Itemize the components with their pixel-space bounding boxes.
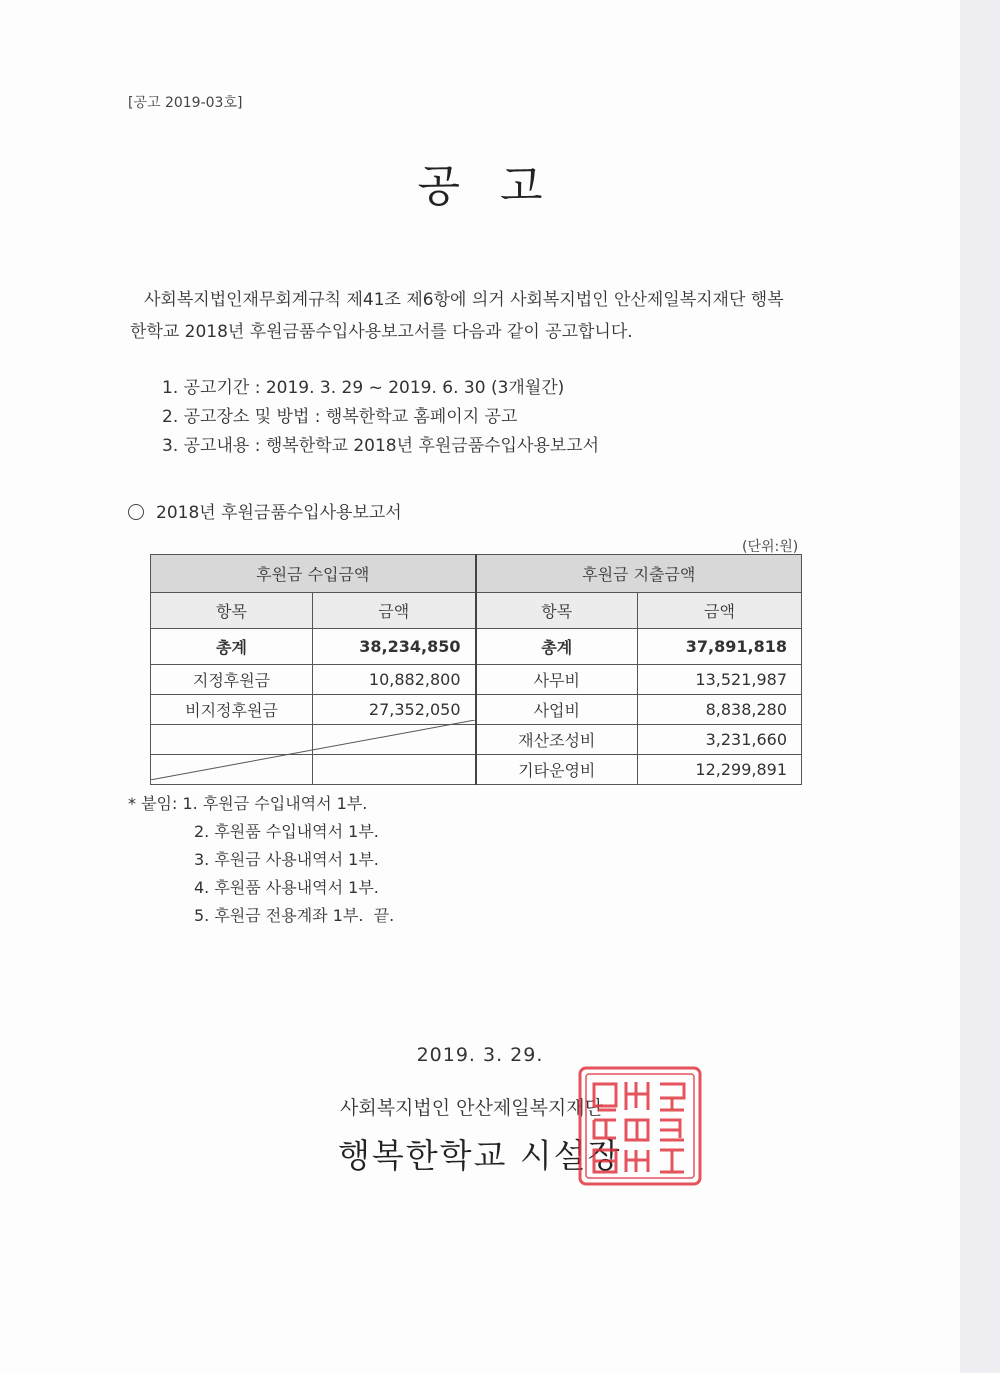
expense-amount-header: 금액 xyxy=(638,593,802,629)
attachments xyxy=(128,790,394,930)
intro-line-1: 사회복지법인재무회계규칙 제41조 제6항에 의거 사회복지법인 안산제일복지재단 행복 xyxy=(144,290,784,310)
expense-item-header: 항목 xyxy=(476,593,638,629)
income-header: 후원금 수입금액 xyxy=(151,555,476,593)
unit-label: (단위:원) xyxy=(742,539,799,555)
empty-cell xyxy=(313,725,476,755)
attachment-item: 2. 후원품 수입내역서 1부. xyxy=(194,822,379,841)
expense-item-label: 재산조성비 xyxy=(476,725,638,755)
expense-header: 후원금 지출금액 xyxy=(476,555,802,593)
table-subheader-row xyxy=(151,593,802,629)
notice-number: [공고 2019-03호] xyxy=(128,95,243,111)
table-row xyxy=(151,695,802,725)
notice-items xyxy=(162,374,599,461)
notice-item-place: 2. 공고장소 및 방법 : 행복한학교 홈페이지 공고 xyxy=(162,407,518,427)
donation-report-table xyxy=(150,554,802,785)
expense-item-amount: 12,299,891 xyxy=(638,755,802,785)
expense-item-amount: 3,231,660 xyxy=(638,725,802,755)
income-item-amount: 10,882,800 xyxy=(313,665,476,695)
table-header-row xyxy=(151,555,802,593)
expense-total-label: 총계 xyxy=(476,629,638,665)
attachment-item: 3. 후원금 사용내역서 1부. xyxy=(194,850,379,869)
attachment-prefix: * 붙임: xyxy=(128,794,178,813)
empty-cell xyxy=(313,755,476,785)
income-total-label: 총계 xyxy=(151,629,313,665)
section-title: 2018년 후원금품수입사용보고서 xyxy=(156,503,402,523)
notice-item-content: 3. 공고내용 : 행복한학교 2018년 후원금품수입사용보고서 xyxy=(162,436,600,456)
document-title: 공고 xyxy=(417,161,583,212)
circle-bullet-icon xyxy=(128,504,144,520)
document-date: 2019. 3. 29. xyxy=(416,1044,544,1066)
official-seal-stamp xyxy=(576,1064,704,1188)
attachment-item: 1. 후원금 수입내역서 1부. xyxy=(182,794,368,813)
expense-item-amount: 8,838,280 xyxy=(638,695,802,725)
organization-name: 사회복지법인 안산제일복지재단 xyxy=(340,1097,603,1119)
facility-head-title: 행복한학교 시설장 xyxy=(338,1136,622,1175)
attachment-item: 4. 후원품 사용내역서 1부. xyxy=(194,878,379,897)
table-row xyxy=(151,755,802,785)
intro-paragraph xyxy=(130,284,830,348)
expense-item-label: 사업비 xyxy=(476,695,638,725)
income-item-amount: 27,352,050 xyxy=(313,695,476,725)
expense-total-amount: 37,891,818 xyxy=(638,629,802,665)
expense-item-label: 기타운영비 xyxy=(476,755,638,785)
empty-cell xyxy=(151,755,313,785)
table-row xyxy=(151,725,802,755)
table-row-total xyxy=(151,629,802,665)
attachment-row xyxy=(128,790,394,818)
income-amount-header: 금액 xyxy=(313,593,476,629)
expense-item-amount: 13,521,987 xyxy=(638,665,802,695)
intro-line-2: 한학교 2018년 후원금품수입사용보고서를 다음과 같이 공고합니다. xyxy=(130,322,633,342)
income-item-header: 항목 xyxy=(151,593,313,629)
table-row xyxy=(151,665,802,695)
income-item-label: 비지정후원금 xyxy=(151,695,313,725)
expense-item-label: 사무비 xyxy=(476,665,638,695)
scan-margin xyxy=(960,0,1000,1373)
notice-item-period: 1. 공고기간 : 2019. 3. 29 ~ 2019. 6. 30 (3개월간) xyxy=(162,378,565,398)
empty-cell xyxy=(151,725,313,755)
income-item-label: 지정후원금 xyxy=(151,665,313,695)
income-total-amount: 38,234,850 xyxy=(313,629,476,665)
section-heading xyxy=(128,498,402,523)
attachment-item: 5. 후원금 전용계좌 1부. 끝. xyxy=(194,906,395,925)
